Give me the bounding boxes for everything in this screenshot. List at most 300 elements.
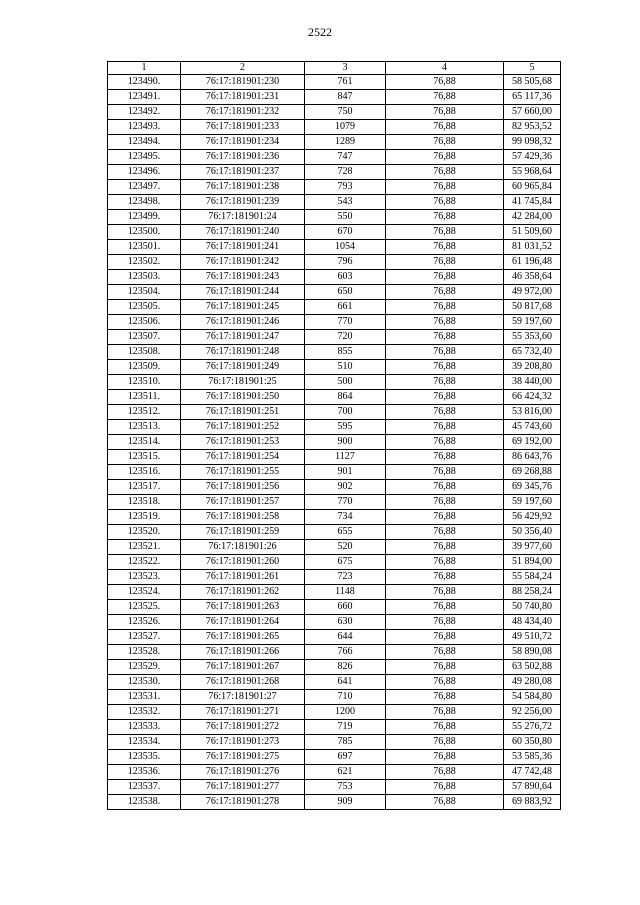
table-row (108, 360, 561, 375)
table-row (108, 465, 561, 480)
table-row (108, 225, 561, 240)
table-body (108, 75, 561, 810)
table-row (108, 120, 561, 135)
table-row (108, 600, 561, 615)
area-cell: 902 (305, 480, 386, 495)
cadastral-number-cell: 76:17:181901:27 (181, 690, 305, 705)
row-number-cell: 123508. (108, 345, 181, 360)
row-number-cell: 123490. (108, 75, 181, 90)
value-cell: 57 429,36 (504, 150, 561, 165)
value-cell: 58 505,68 (504, 75, 561, 90)
row-number-cell: 123514. (108, 435, 181, 450)
row-number-cell: 123526. (108, 615, 181, 630)
row-number-cell: 123505. (108, 300, 181, 315)
table-row (108, 675, 561, 690)
row-number-cell: 123530. (108, 675, 181, 690)
rate-cell: 76,88 (386, 195, 504, 210)
value-cell: 42 284,00 (504, 210, 561, 225)
value-cell: 53 585,36 (504, 750, 561, 765)
rate-cell: 76,88 (386, 285, 504, 300)
area-cell: 630 (305, 615, 386, 630)
rate-cell: 76,88 (386, 495, 504, 510)
rate-cell: 76,88 (386, 540, 504, 555)
rate-cell: 76,88 (386, 150, 504, 165)
cadastral-number-cell: 76:17:181901:261 (181, 570, 305, 585)
area-cell: 723 (305, 570, 386, 585)
table-row (108, 315, 561, 330)
table-row (108, 180, 561, 195)
area-cell: 900 (305, 435, 386, 450)
value-cell: 47 742,48 (504, 765, 561, 780)
rate-cell: 76,88 (386, 360, 504, 375)
table-row (108, 300, 561, 315)
value-cell: 99 098,32 (504, 135, 561, 150)
table-row (108, 345, 561, 360)
value-cell: 49 280,08 (504, 675, 561, 690)
row-number-cell: 123511. (108, 390, 181, 405)
table-row (108, 330, 561, 345)
area-cell: 785 (305, 735, 386, 750)
area-cell: 753 (305, 780, 386, 795)
rate-cell: 76,88 (386, 735, 504, 750)
area-cell: 520 (305, 540, 386, 555)
table-row (108, 420, 561, 435)
cadastral-number-cell: 76:17:181901:246 (181, 315, 305, 330)
rate-cell: 76,88 (386, 330, 504, 345)
area-cell: 770 (305, 495, 386, 510)
rate-cell: 76,88 (386, 585, 504, 600)
area-cell: 675 (305, 555, 386, 570)
cadastral-number-cell: 76:17:181901:255 (181, 465, 305, 480)
value-cell: 56 429,92 (504, 510, 561, 525)
cadastral-number-cell: 76:17:181901:247 (181, 330, 305, 345)
area-cell: 641 (305, 675, 386, 690)
column-header: 4 (386, 62, 504, 75)
row-number-cell: 123493. (108, 120, 181, 135)
area-cell: 909 (305, 795, 386, 810)
table-row (108, 480, 561, 495)
table-row (108, 90, 561, 105)
area-cell: 734 (305, 510, 386, 525)
table-row (108, 210, 561, 225)
row-number-cell: 123518. (108, 495, 181, 510)
area-cell: 660 (305, 600, 386, 615)
rate-cell: 76,88 (386, 480, 504, 495)
table-row (108, 570, 561, 585)
rate-cell: 76,88 (386, 435, 504, 450)
row-number-cell: 123498. (108, 195, 181, 210)
table-row (108, 255, 561, 270)
rate-cell: 76,88 (386, 555, 504, 570)
rate-cell: 76,88 (386, 165, 504, 180)
value-cell: 58 890,08 (504, 645, 561, 660)
area-cell: 710 (305, 690, 386, 705)
table-row (108, 510, 561, 525)
row-number-cell: 123496. (108, 165, 181, 180)
value-cell: 54 584,80 (504, 690, 561, 705)
area-cell: 543 (305, 195, 386, 210)
cadastral-number-cell: 76:17:181901:267 (181, 660, 305, 675)
rate-cell: 76,88 (386, 255, 504, 270)
cadastral-number-cell: 76:17:181901:273 (181, 735, 305, 750)
value-cell: 50 356,40 (504, 525, 561, 540)
rate-cell: 76,88 (386, 570, 504, 585)
row-number-cell: 123509. (108, 360, 181, 375)
rate-cell: 76,88 (386, 705, 504, 720)
area-cell: 1289 (305, 135, 386, 150)
table-row (108, 450, 561, 465)
cadastral-number-cell: 76:17:181901:268 (181, 675, 305, 690)
rate-cell: 76,88 (386, 510, 504, 525)
row-number-cell: 123523. (108, 570, 181, 585)
area-cell: 650 (305, 285, 386, 300)
value-cell: 50 817,68 (504, 300, 561, 315)
table-row (108, 630, 561, 645)
row-number-cell: 123521. (108, 540, 181, 555)
cadastral-number-cell: 76:17:181901:245 (181, 300, 305, 315)
rate-cell: 76,88 (386, 630, 504, 645)
rate-cell: 76,88 (386, 690, 504, 705)
cadastral-number-cell: 76:17:181901:254 (181, 450, 305, 465)
area-cell: 770 (305, 315, 386, 330)
cadastral-number-cell: 76:17:181901:242 (181, 255, 305, 270)
area-cell: 670 (305, 225, 386, 240)
table-row (108, 555, 561, 570)
cadastral-number-cell: 76:17:181901:272 (181, 720, 305, 735)
table-row (108, 795, 561, 810)
value-cell: 39 208,80 (504, 360, 561, 375)
rate-cell: 76,88 (386, 315, 504, 330)
table-row (108, 765, 561, 780)
cadastral-number-cell: 76:17:181901:243 (181, 270, 305, 285)
cadastral-number-cell: 76:17:181901:253 (181, 435, 305, 450)
rate-cell: 76,88 (386, 615, 504, 630)
cadastral-number-cell: 76:17:181901:233 (181, 120, 305, 135)
cadastral-number-cell: 76:17:181901:259 (181, 525, 305, 540)
row-number-cell: 123491. (108, 90, 181, 105)
area-cell: 747 (305, 150, 386, 165)
rate-cell: 76,88 (386, 645, 504, 660)
value-cell: 63 502,88 (504, 660, 561, 675)
table-row (108, 705, 561, 720)
value-cell: 65 117,36 (504, 90, 561, 105)
rate-cell: 76,88 (386, 300, 504, 315)
row-number-cell: 123529. (108, 660, 181, 675)
area-cell: 595 (305, 420, 386, 435)
row-number-cell: 123495. (108, 150, 181, 165)
value-cell: 38 440,00 (504, 375, 561, 390)
cadastral-number-cell: 76:17:181901:278 (181, 795, 305, 810)
rate-cell: 76,88 (386, 795, 504, 810)
rate-cell: 76,88 (386, 750, 504, 765)
table-row (108, 270, 561, 285)
cadastral-number-cell: 76:17:181901:266 (181, 645, 305, 660)
row-number-cell: 123502. (108, 255, 181, 270)
table-row (108, 150, 561, 165)
rate-cell: 76,88 (386, 465, 504, 480)
value-cell: 51 894,00 (504, 555, 561, 570)
value-cell: 69 345,76 (504, 480, 561, 495)
rate-cell: 76,88 (386, 345, 504, 360)
area-cell: 655 (305, 525, 386, 540)
area-cell: 750 (305, 105, 386, 120)
value-cell: 49 510,72 (504, 630, 561, 645)
cadastral-number-cell: 76:17:181901:256 (181, 480, 305, 495)
cadastral-number-cell: 76:17:181901:232 (181, 105, 305, 120)
cadastral-number-cell: 76:17:181901:231 (181, 90, 305, 105)
row-number-cell: 123534. (108, 735, 181, 750)
area-cell: 621 (305, 765, 386, 780)
cadastral-number-cell: 76:17:181901:262 (181, 585, 305, 600)
cadastral-number-cell: 76:17:181901:263 (181, 600, 305, 615)
rate-cell: 76,88 (386, 450, 504, 465)
rate-cell: 76,88 (386, 600, 504, 615)
value-cell: 86 643,76 (504, 450, 561, 465)
table-row (108, 495, 561, 510)
row-number-cell: 123536. (108, 765, 181, 780)
rate-cell: 76,88 (386, 765, 504, 780)
area-cell: 855 (305, 345, 386, 360)
area-cell: 1054 (305, 240, 386, 255)
cadastral-number-cell: 76:17:181901:251 (181, 405, 305, 420)
cadastral-number-cell: 76:17:181901:275 (181, 750, 305, 765)
row-number-cell: 123503. (108, 270, 181, 285)
row-number-cell: 123538. (108, 795, 181, 810)
area-cell: 1200 (305, 705, 386, 720)
cadastral-number-cell: 76:17:181901:271 (181, 705, 305, 720)
row-number-cell: 123535. (108, 750, 181, 765)
table-row (108, 240, 561, 255)
row-number-cell: 123494. (108, 135, 181, 150)
cadastral-number-cell: 76:17:181901:265 (181, 630, 305, 645)
row-number-cell: 123515. (108, 450, 181, 465)
row-number-cell: 123516. (108, 465, 181, 480)
row-number-cell: 123499. (108, 210, 181, 225)
row-number-cell: 123501. (108, 240, 181, 255)
row-number-cell: 123506. (108, 315, 181, 330)
value-cell: 55 968,64 (504, 165, 561, 180)
table-row (108, 135, 561, 150)
cadastral-number-cell: 76:17:181901:234 (181, 135, 305, 150)
table-row (108, 660, 561, 675)
area-cell: 720 (305, 330, 386, 345)
row-number-cell: 123531. (108, 690, 181, 705)
value-cell: 53 816,00 (504, 405, 561, 420)
rate-cell: 76,88 (386, 270, 504, 285)
cadastral-number-cell: 76:17:181901:249 (181, 360, 305, 375)
rate-cell: 76,88 (386, 720, 504, 735)
area-cell: 661 (305, 300, 386, 315)
area-cell: 1127 (305, 450, 386, 465)
page-number: 2522 (308, 25, 332, 39)
row-number-cell: 123510. (108, 375, 181, 390)
row-number-cell: 123537. (108, 780, 181, 795)
area-cell: 1148 (305, 585, 386, 600)
rate-cell: 76,88 (386, 105, 504, 120)
column-header: 2 (181, 62, 305, 75)
row-number-cell: 123520. (108, 525, 181, 540)
table-row (108, 645, 561, 660)
column-header: 1 (108, 62, 181, 75)
value-cell: 55 584,24 (504, 570, 561, 585)
area-cell: 550 (305, 210, 386, 225)
area-cell: 1079 (305, 120, 386, 135)
table-row (108, 690, 561, 705)
cadastral-number-cell: 76:17:181901:238 (181, 180, 305, 195)
row-number-cell: 123528. (108, 645, 181, 660)
rate-cell: 76,88 (386, 780, 504, 795)
rate-cell: 76,88 (386, 75, 504, 90)
rate-cell: 76,88 (386, 675, 504, 690)
value-cell: 57 890,64 (504, 780, 561, 795)
value-cell: 57 660,00 (504, 105, 561, 120)
value-cell: 50 740,80 (504, 600, 561, 615)
table-row (108, 75, 561, 90)
table-row (108, 435, 561, 450)
area-cell: 864 (305, 390, 386, 405)
rate-cell: 76,88 (386, 405, 504, 420)
row-number-cell: 123512. (108, 405, 181, 420)
rate-cell: 76,88 (386, 90, 504, 105)
table-row (108, 390, 561, 405)
area-cell: 644 (305, 630, 386, 645)
cadastral-number-cell: 76:17:181901:24 (181, 210, 305, 225)
row-number-cell: 123497. (108, 180, 181, 195)
row-number-cell: 123519. (108, 510, 181, 525)
cadastral-number-cell: 76:17:181901:258 (181, 510, 305, 525)
table-row (108, 165, 561, 180)
value-cell: 82 953,52 (504, 120, 561, 135)
rate-cell: 76,88 (386, 390, 504, 405)
area-cell: 847 (305, 90, 386, 105)
table-header-row (108, 62, 561, 75)
value-cell: 65 732,40 (504, 345, 561, 360)
column-header: 3 (305, 62, 386, 75)
value-cell: 59 197,60 (504, 315, 561, 330)
table-row (108, 525, 561, 540)
row-number-cell: 123532. (108, 705, 181, 720)
row-number-cell: 123525. (108, 600, 181, 615)
value-cell: 60 350,80 (504, 735, 561, 750)
value-cell: 55 353,60 (504, 330, 561, 345)
value-cell: 69 883,92 (504, 795, 561, 810)
table-row (108, 375, 561, 390)
cadastral-number-cell: 76:17:181901:237 (181, 165, 305, 180)
cadastral-number-cell: 76:17:181901:248 (181, 345, 305, 360)
cadastral-number-cell: 76:17:181901:230 (181, 75, 305, 90)
cadastral-number-cell: 76:17:181901:26 (181, 540, 305, 555)
area-cell: 510 (305, 360, 386, 375)
area-cell: 766 (305, 645, 386, 660)
table-row (108, 585, 561, 600)
value-cell: 48 434,40 (504, 615, 561, 630)
area-cell: 728 (305, 165, 386, 180)
value-cell: 59 197,60 (504, 495, 561, 510)
row-number-cell: 123522. (108, 555, 181, 570)
row-number-cell: 123492. (108, 105, 181, 120)
value-cell: 81 031,52 (504, 240, 561, 255)
cadastral-number-cell: 76:17:181901:260 (181, 555, 305, 570)
rate-cell: 76,88 (386, 120, 504, 135)
rate-cell: 76,88 (386, 420, 504, 435)
rate-cell: 76,88 (386, 135, 504, 150)
table-row (108, 195, 561, 210)
value-cell: 92 256,00 (504, 705, 561, 720)
rate-cell: 76,88 (386, 375, 504, 390)
rate-cell: 76,88 (386, 525, 504, 540)
area-cell: 826 (305, 660, 386, 675)
area-cell: 603 (305, 270, 386, 285)
value-cell: 66 424,32 (504, 390, 561, 405)
value-cell: 55 276,72 (504, 720, 561, 735)
table-row (108, 540, 561, 555)
row-number-cell: 123527. (108, 630, 181, 645)
row-number-cell: 123507. (108, 330, 181, 345)
table-row (108, 285, 561, 300)
cadastral-number-cell: 76:17:181901:264 (181, 615, 305, 630)
cadastral-number-cell: 76:17:181901:276 (181, 765, 305, 780)
row-number-cell: 123517. (108, 480, 181, 495)
value-cell: 46 358,64 (504, 270, 561, 285)
table-row (108, 780, 561, 795)
cadastral-number-cell: 76:17:181901:236 (181, 150, 305, 165)
rate-cell: 76,88 (386, 660, 504, 675)
column-header: 5 (504, 62, 561, 75)
row-number-cell: 123500. (108, 225, 181, 240)
rate-cell: 76,88 (386, 240, 504, 255)
area-cell: 761 (305, 75, 386, 90)
cadastral-number-cell: 76:17:181901:241 (181, 240, 305, 255)
area-cell: 796 (305, 255, 386, 270)
value-cell: 88 258,24 (504, 585, 561, 600)
value-cell: 69 268,88 (504, 465, 561, 480)
value-cell: 49 972,00 (504, 285, 561, 300)
cadastral-number-cell: 76:17:181901:257 (181, 495, 305, 510)
cadastral-number-cell: 76:17:181901:25 (181, 375, 305, 390)
cadastral-number-cell: 76:17:181901:250 (181, 390, 305, 405)
value-cell: 60 965,84 (504, 180, 561, 195)
area-cell: 697 (305, 750, 386, 765)
row-number-cell: 123504. (108, 285, 181, 300)
cadastral-number-cell: 76:17:181901:240 (181, 225, 305, 240)
rate-cell: 76,88 (386, 225, 504, 240)
value-cell: 39 977,60 (504, 540, 561, 555)
rate-cell: 76,88 (386, 210, 504, 225)
cadastral-number-cell: 76:17:181901:244 (181, 285, 305, 300)
rate-cell: 76,88 (386, 180, 504, 195)
table-row (108, 735, 561, 750)
cadastral-number-cell: 76:17:181901:239 (181, 195, 305, 210)
value-cell: 51 509,60 (504, 225, 561, 240)
value-cell: 45 743,60 (504, 420, 561, 435)
value-cell: 69 192,00 (504, 435, 561, 450)
table-row (108, 405, 561, 420)
area-cell: 719 (305, 720, 386, 735)
cadastral-number-cell: 76:17:181901:277 (181, 780, 305, 795)
table-row (108, 720, 561, 735)
table-row (108, 750, 561, 765)
cadastral-number-cell: 76:17:181901:252 (181, 420, 305, 435)
value-cell: 61 196,48 (504, 255, 561, 270)
area-cell: 700 (305, 405, 386, 420)
value-cell: 41 745,84 (504, 195, 561, 210)
area-cell: 901 (305, 465, 386, 480)
row-number-cell: 123533. (108, 720, 181, 735)
table-row (108, 105, 561, 120)
table-row (108, 615, 561, 630)
row-number-cell: 123513. (108, 420, 181, 435)
area-cell: 793 (305, 180, 386, 195)
